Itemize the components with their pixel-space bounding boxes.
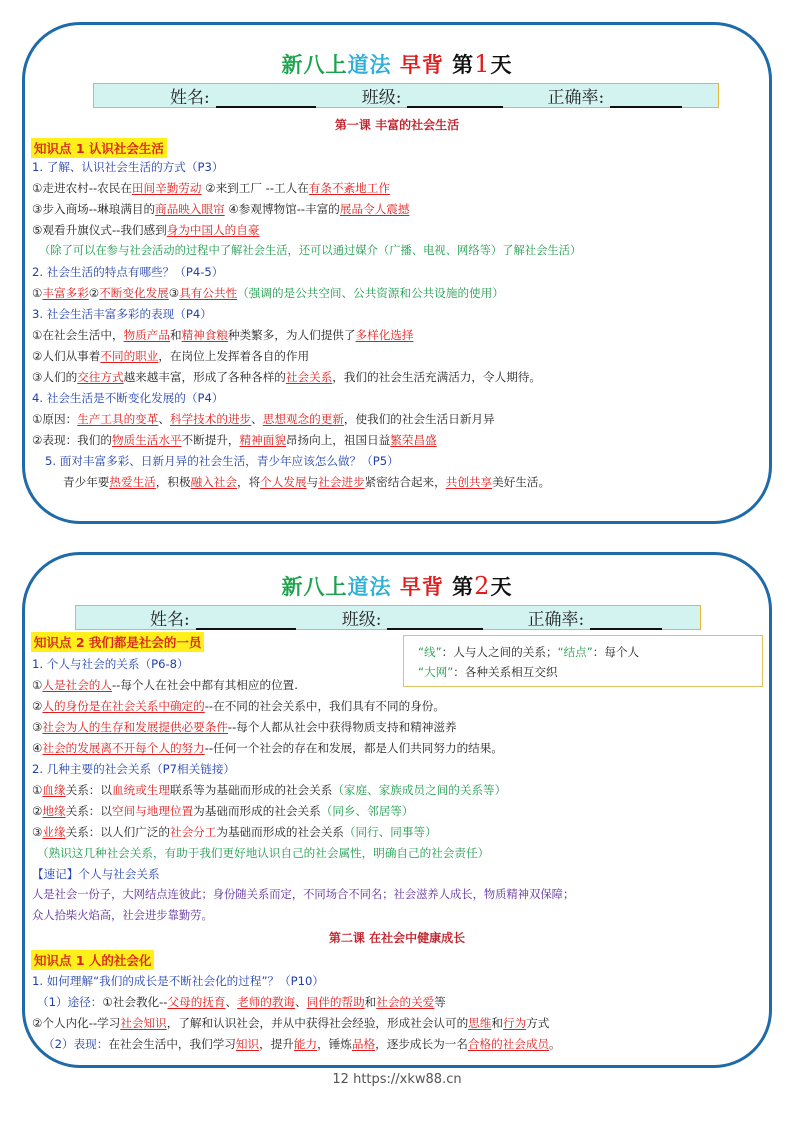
- line-flag-ceremony: ⑤观看升旗仪式--我们感到身为中国人的自豪: [32, 223, 260, 237]
- line-internalization: ②个人内化--学习社会知识，了解和认识社会，并从中获得社会经验，形成社会认可的思维和行为方式: [32, 1016, 550, 1030]
- quick-memo-line-1: 人是社会一份子，大网结点连彼此；身份随关系而定，不同场合不同名；社会滋养人成长，物质精神双保障；: [32, 888, 575, 901]
- knowledge-point-label: 知识点 2 我们都是社会的一员: [31, 632, 204, 652]
- line-society-effort: ④社会的发展离不开每个人的努力--任何一个社会的存在和发展，都是人们共同努力的结果。: [32, 741, 503, 755]
- question-4: 4. 社会生活是不断变化发展的（P4）: [32, 391, 224, 405]
- title-di: 第: [452, 53, 475, 77]
- quick-memo-heading: 【速记】个人与社会关系: [32, 867, 160, 881]
- page-footer-url[interactable]: 12 https://xkw88.cn: [332, 1072, 462, 1087]
- name-field[interactable]: [170, 83, 316, 108]
- name-field[interactable]: [150, 605, 296, 630]
- lesson-title: 第一课 丰富的社会生活: [334, 118, 460, 132]
- line-youth-should: 青少年要热爱生活，积极融入社会，将个人发展与社会进步紧密结合起来，共创共享美好生活。: [63, 475, 551, 489]
- class-label: 班级:: [361, 88, 402, 108]
- name-label: 姓名:: [170, 88, 210, 108]
- class-field[interactable]: [362, 83, 504, 108]
- day1-card: [22, 22, 772, 524]
- knowledge-point-2-label: 知识点 1 人的社会化: [31, 950, 154, 970]
- title-subject: 道法: [347, 575, 392, 599]
- line-performance: （2）表现：在社会生活中，我们学习知识，提升能力，锤炼品格，逐步成长为一名合格的社会成员。: [43, 1037, 561, 1051]
- accuracy-label: 正确率:: [527, 610, 585, 630]
- day1-title: [25, 49, 769, 79]
- class-blank[interactable]: [387, 610, 483, 630]
- line-work-relation: ③业缘关系：以人们广泛的社会分工为基础而形成的社会关系（同行、同事等）: [32, 825, 437, 839]
- quick-memo-line-2: 众人拾柴火焰高，社会进步靠勤劳。: [32, 909, 213, 922]
- line-society-provides: ③社会为人的生存和发展提供必要条件--每个人都从社会中获得物质支持和精神滋养: [32, 720, 457, 734]
- title-subject-grade: 新八上: [281, 575, 348, 599]
- day2-name-bar: [75, 605, 701, 630]
- title-subject: 道法: [347, 53, 392, 77]
- accuracy-field[interactable]: [527, 605, 662, 630]
- day1-name-bar: [93, 83, 719, 108]
- line-interaction: ③人们的交往方式越来越丰富，形成了各种各样的社会关系，我们的社会生活充满活力，令人期待。: [32, 370, 541, 384]
- knowledge-point-label: 知识点 1 认识社会生活: [31, 138, 167, 158]
- question-2: 2. 社会生活的特点有哪些？（P4-5）: [32, 265, 224, 279]
- title-tian: 天: [490, 575, 513, 599]
- note-social-relations: （熟识这几种社会关系，有助于我们更好地认识自己的社会属性，明确自己的社会责任）: [37, 846, 490, 860]
- accuracy-field[interactable]: [547, 83, 682, 108]
- name-blank[interactable]: [216, 88, 316, 108]
- line-characteristics: ①丰富多彩②不断变化发展③具有公共性（强调的是公共空间、公共资源和公共设施的使用）: [32, 286, 504, 300]
- name-label: 姓名:: [150, 610, 190, 630]
- title-morning-recite: 早背: [399, 575, 444, 599]
- line-identity: ②人的身份是在社会关系中确定的--在不同的社会关系中，我们具有不同的身份。: [32, 699, 445, 713]
- line-rural-factory: ①走进农村--农民在田间辛勤劳动 ②来到工厂 --工人在有条不紊地工作: [32, 181, 390, 195]
- accuracy-blank[interactable]: [590, 610, 662, 630]
- note-media: （除了可以在参与社会活动的过程中了解社会生活，还可以通过媒介（广播、电视、网络等）了解社会生活）: [39, 244, 582, 257]
- mnemonic-callout: “线”：人与人之间的关系；“结点”：每个人 “大网”：各种关系相互交织: [403, 635, 763, 687]
- class-label: 班级:: [341, 610, 382, 630]
- class-field[interactable]: [342, 605, 484, 630]
- question-3: 3. 社会生活丰富多彩的表现（P4）: [32, 307, 212, 321]
- question-1: 1. 个人与社会的关系（P6-8）: [32, 657, 189, 671]
- question-1: 1. 了解、认识社会生活的方式（P3）: [32, 160, 224, 174]
- line-causes: ①原因：生产工具的变革、科学技术的进步、思想观念的更新，使我们的社会生活日新月异: [32, 412, 495, 426]
- accuracy-blank[interactable]: [610, 88, 682, 108]
- title-day-number: 2: [474, 572, 491, 600]
- line-mall-museum: ③步入商场--琳琅满目的商品映入眼帘 ④参观博物馆--丰富的展品令人震撼: [32, 202, 410, 216]
- line-blood-relation: ①血缘关系：以血统或生理联系等为基础而形成的社会关系（家庭、家族成员之间的关系等）: [32, 783, 507, 797]
- title-subject-grade: 新八上: [281, 53, 348, 77]
- line-occupation: ②人们从事着不同的职业，在岗位上发挥着各自的作用: [32, 349, 310, 363]
- line-material-spiritual: ①在社会生活中，物质产品和精神食粮种类繁多，为人们提供了多样化选择: [32, 328, 414, 342]
- title-di: 第: [452, 575, 475, 599]
- accuracy-label: 正确率:: [547, 88, 605, 108]
- title-day-number: 1: [474, 50, 491, 78]
- day2-card: [22, 552, 772, 1068]
- name-blank[interactable]: [196, 610, 296, 630]
- question-socialization: 1. 如何理解“我们的成长是不断社会化的过程”？（P10）: [32, 974, 324, 988]
- title-tian: 天: [490, 53, 513, 77]
- question-5: 5. 面对丰富多彩、日新月异的社会生活，青少年应该怎么做？（P5）: [45, 454, 399, 468]
- lesson-2-title: 第二课 在社会中健康成长: [328, 931, 466, 945]
- title-morning-recite: 早背: [399, 53, 444, 77]
- class-blank[interactable]: [407, 88, 503, 108]
- line-pathway: （1）途径：①社会教化--父母的抚育、老师的教诲、同伴的帮助和社会的关爱等: [37, 995, 446, 1009]
- line-geo-relation: ②地缘关系：以空间与地理位置为基础而形成的社会关系（同乡、邻居等）: [32, 804, 414, 818]
- question-2: 2. 几种主要的社会关系（P7相关链接）: [32, 762, 236, 776]
- line-social-person: ①人是社会的人--每个人在社会中都有其相应的位置.: [32, 678, 298, 692]
- line-manifestation: ②表现：我们的物质生活水平不断提升，精神面貌昂扬向上，祖国日益繁荣昌盛: [32, 433, 437, 447]
- day2-title: [25, 571, 769, 601]
